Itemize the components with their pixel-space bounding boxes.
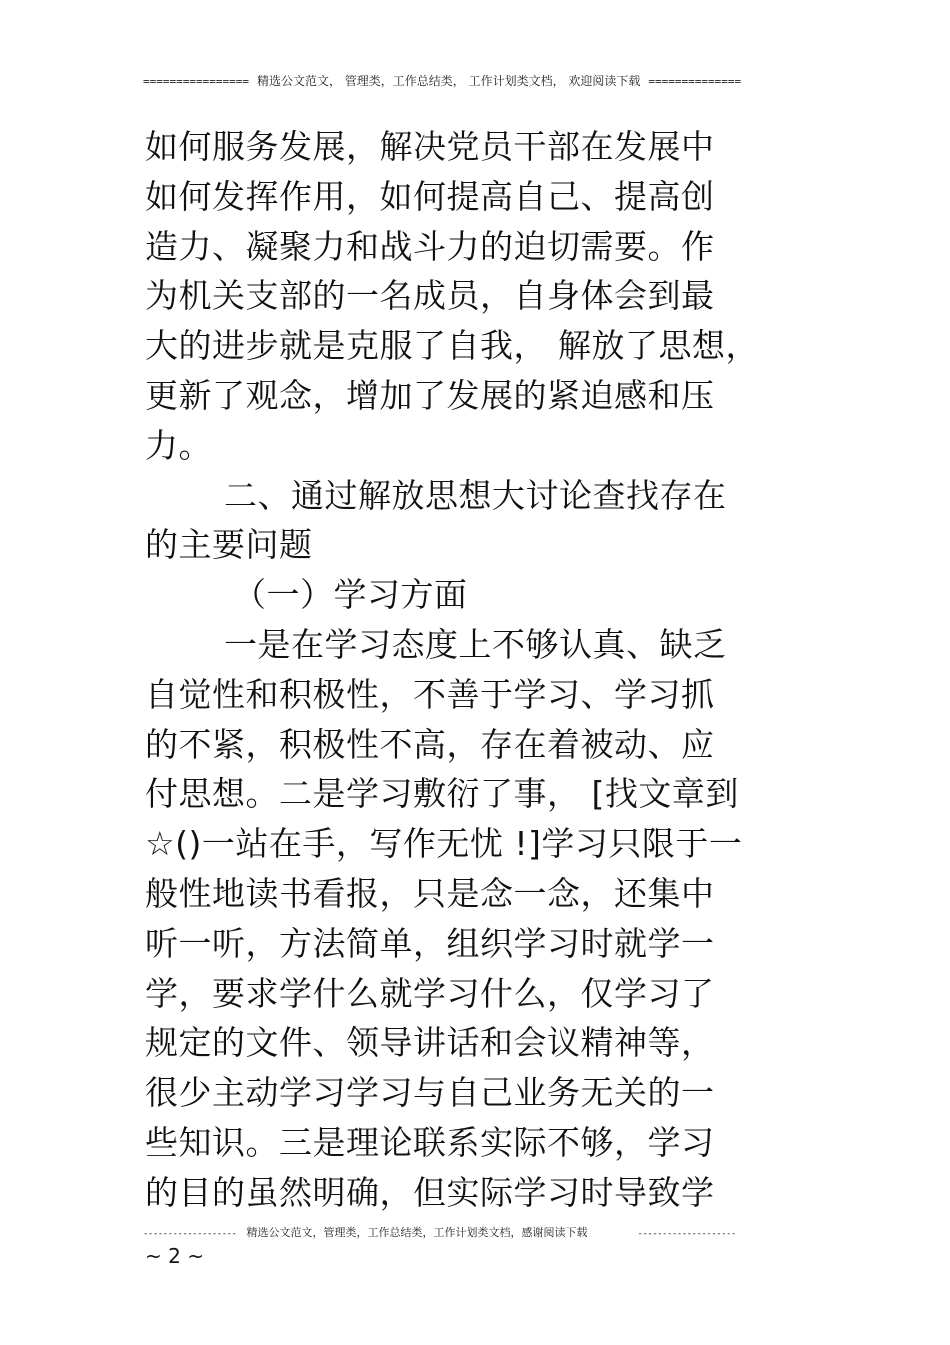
body-line: 力。 bbox=[145, 425, 212, 465]
body-line: 规定的文件、领导讲话和会议精神等， bbox=[145, 1023, 715, 1063]
body-line: 为机关支部的一名成员，自身体会到最 bbox=[145, 276, 715, 316]
page-header bbox=[143, 74, 803, 89]
body-line: 造力、凝聚力和战斗力的迫切需要。作 bbox=[145, 226, 715, 266]
body-line: 听一听，方法简单，组织学习时就学一 bbox=[145, 923, 715, 963]
body-line: 自觉性和积极性，不善于学习、学习抓 bbox=[145, 674, 715, 714]
footer-rule-right: -------------------- bbox=[637, 1229, 736, 1239]
body-line: 很少主动学习学习与自己业务无关的一 bbox=[145, 1073, 715, 1113]
section-heading-continued: 的主要问题 bbox=[145, 525, 313, 565]
body-line: 的目的虽然明确，但实际学习时导致学 bbox=[145, 1172, 715, 1212]
footer-rule-left: ------------------- bbox=[143, 1229, 237, 1239]
header-text: 精选公文范文， 管理类，工作总结类， 工作计划类文档， 欢迎阅读下载 bbox=[256, 74, 641, 88]
body-line: 大的进步就是克服了自我， 解放了思想， bbox=[145, 326, 759, 366]
body-line: 的不紧，积极性不高，存在着被动、应 bbox=[145, 724, 715, 764]
header-rule-left: ================ bbox=[143, 75, 249, 88]
body-line: ☆()一站在手，写作无忧 !]学习只限于一 bbox=[145, 824, 743, 864]
document-body bbox=[145, 122, 805, 1218]
body-line: 如何服务发展，解决党员干部在发展中 bbox=[145, 127, 715, 166]
page-number: ~ 2 ~ bbox=[145, 1244, 204, 1268]
body-line: 付思想。二是学习敷衍了事， [找文章到 bbox=[145, 774, 739, 814]
body-line: 一是在学习态度上不够认真、缺乏 bbox=[224, 624, 727, 664]
footer-text: 精选公文范文，管理类，工作总结类，工作计划类文档，感谢阅读下载 bbox=[246, 1226, 588, 1239]
section-heading: 二、通过解放思想大讨论查找存在 bbox=[224, 475, 727, 515]
page-footer bbox=[143, 1226, 783, 1241]
body-line: 些知识。三是理论联系实际不够，学习 bbox=[145, 1122, 715, 1162]
header-rule-right: ============== bbox=[648, 75, 742, 88]
subsection-heading: （一）学习方面 bbox=[233, 575, 468, 615]
body-line: 如何发挥作用，如何提高自己、提高创 bbox=[145, 176, 715, 216]
body-line: 般性地读书看报，只是念一念，还集中 bbox=[145, 873, 715, 913]
body-line: 更新了观念，增加了发展的紧迫感和压 bbox=[145, 375, 715, 415]
body-line: 学，要求学什么就学习什么，仅学习了 bbox=[145, 973, 715, 1013]
